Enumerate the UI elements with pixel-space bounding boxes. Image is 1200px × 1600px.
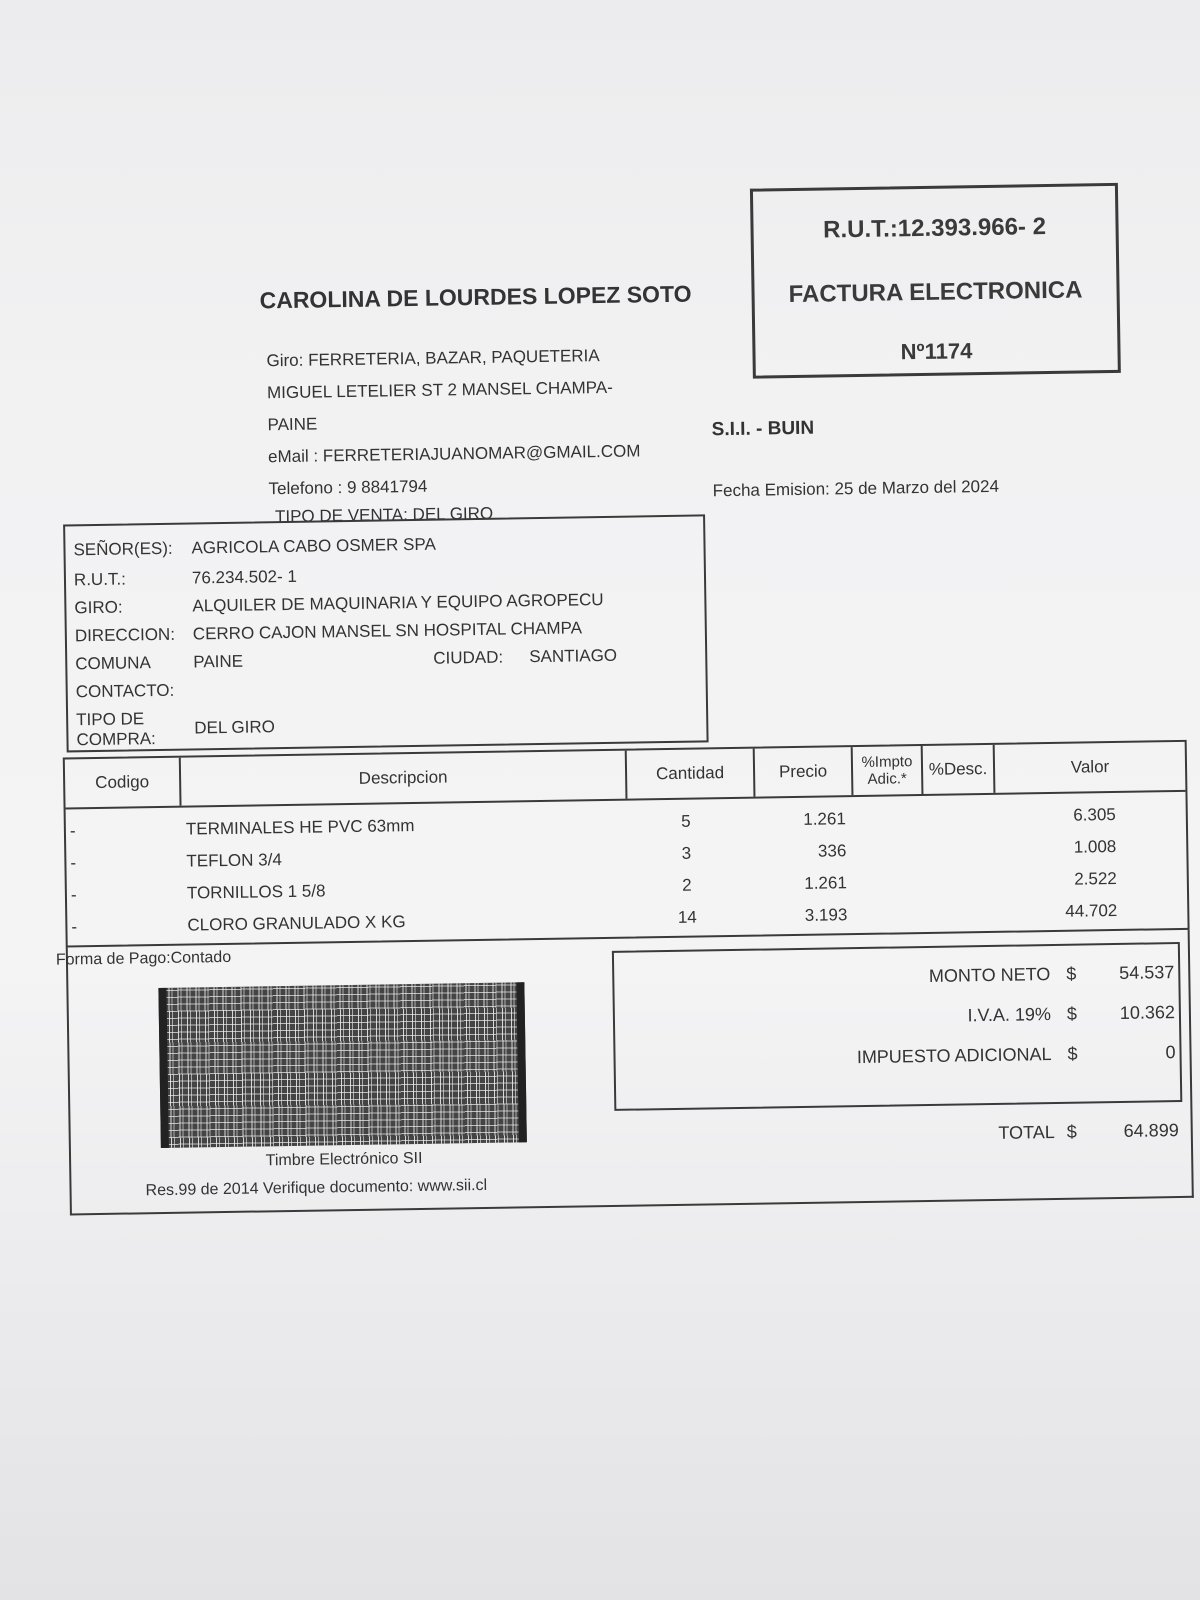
total-value: 64.899 [1123,1120,1179,1141]
row-descripcion: TEFLON 3/4 [186,850,282,871]
row-descripcion: CLORO GRANULADO X KG [187,912,406,935]
currency-symbol: $ [1066,1003,1078,1024]
client-rut-value: 76.234.502- 1 [191,566,298,588]
row-valor: 2.522 [1074,868,1117,889]
pdf417-barcode-icon [158,982,526,1148]
issuer-email: eMail : FERRETERIAJUANOMAR@GMAIL.COM [267,441,641,467]
iva-label: I.V.A. 19% [967,1004,1052,1026]
client-direccion-label: DIRECCION: [74,624,176,646]
client-box [63,514,709,752]
header-impto-line1: %Impto [861,753,913,771]
header-valor: Valor [993,742,1186,793]
row-precio: 3.193 [804,905,848,925]
invoice-document [28,182,1196,1250]
issuer-sale-type: TIPO DE VENTA: DEL GIRO [274,503,494,527]
adicional-label: IMPUESTO ADICIONAL [856,1044,1052,1068]
issuer-address-line2: PAINE [267,414,318,435]
client-senor-value: AGRICOLA CABO OSMER SPA [191,534,436,558]
row-codigo: - [71,917,78,937]
neto-value: 54.537 [1119,962,1175,983]
row-cantidad: 3 [681,843,692,863]
client-tipo-compra-label-2: COMPRA: [76,729,156,750]
currency-symbol: $ [1066,963,1077,984]
iva-value: 10.362 [1119,1002,1176,1023]
client-contacto-label: CONTACTO: [75,680,175,702]
items-table [63,740,1190,948]
row-descripcion: TORNILLOS 1 5/8 [186,881,326,903]
issuer-address-line1: MIGUEL LETELIER ST 2 MANSEL CHAMPA- [266,377,613,403]
adicional-value: 0 [1165,1042,1176,1063]
header-cantidad: Cantidad [625,749,754,799]
header-desc: %Desc. [921,745,994,794]
client-giro-value: ALQUILER DE MAQUINARIA Y EQUIPO AGROPECU [192,590,604,616]
header-precio: Precio [753,747,852,797]
document-id-box [750,183,1121,379]
row-precio: 336 [817,841,847,861]
stamp-resolution: Res.99 de 2014 Verifique documento: www.sii.cl [145,1176,488,1200]
neto-label: MONTO NETO [928,964,1051,986]
totals-box [612,942,1182,1111]
row-precio: 1.261 [804,873,847,893]
stamp-label: Timbre Electrónico SII [265,1149,423,1170]
issuer-rut: R.U.T.:12.393.966- 2 [822,213,1047,244]
issue-date: Fecha Emision: 25 de Marzo del 2024 [712,476,1000,501]
row-cantidad: 5 [680,811,691,831]
client-ciudad-label: CIUDAD: [433,647,504,668]
client-direccion-value: CERRO CAJON MANSEL SN HOSPITAL CHAMPA [192,618,583,644]
client-ciudad-value: SANTIAGO [529,645,618,667]
client-tipo-compra-label-1: TIPO DE [76,709,145,730]
sii-office: S.I.I. - BUIN [711,417,815,441]
header-codigo: Codigo [95,772,150,793]
row-codigo: - [69,821,76,841]
row-valor: 44.702 [1065,900,1118,921]
payment-method: Forma de Pago:Contado [55,948,232,969]
totals-row-adicional [615,1042,1179,1079]
totals-row-neto [614,962,1178,999]
client-tipo-compra-value: DEL GIRO [194,717,276,738]
issuer-name: CAROLINA DE LOURDES LOPEZ SOTO [259,280,692,314]
row-descripcion: TERMINALES HE PVC 63mm [185,816,415,839]
row-precio: 1.261 [803,809,846,829]
document-type: FACTURA ELECTRONICA [788,276,1083,309]
currency-symbol: $ [1066,1121,1077,1142]
header-impto [851,746,922,795]
row-valor: 6.305 [1073,804,1116,825]
header-descripcion: Descripcion [179,751,626,806]
row-codigo: - [70,853,77,873]
issuer-phone: Telefono : 9 8841794 [268,476,428,499]
row-cantidad: 2 [681,875,692,895]
row-codigo: - [70,885,77,905]
client-comuna-value: PAINE [193,651,244,672]
client-comuna-label: COMUNA [75,653,151,674]
client-giro-label: GIRO: [74,597,123,618]
header-impto-line2: Adic.* [867,770,907,788]
totals-row-iva [615,1002,1179,1039]
table-header [65,742,1186,810]
issuer-giro: Giro: FERRETERIA, BAZAR, PAQUETERIA [266,346,600,371]
row-valor: 1.008 [1073,836,1117,857]
currency-symbol: $ [1067,1043,1078,1064]
total-label: TOTAL [998,1121,1055,1143]
client-rut-label: R.U.T.: [73,569,127,590]
row-cantidad: 14 [677,907,697,927]
document-number: Nº1174 [900,338,973,365]
client-senor-label: SEÑOR(ES): [73,538,173,560]
